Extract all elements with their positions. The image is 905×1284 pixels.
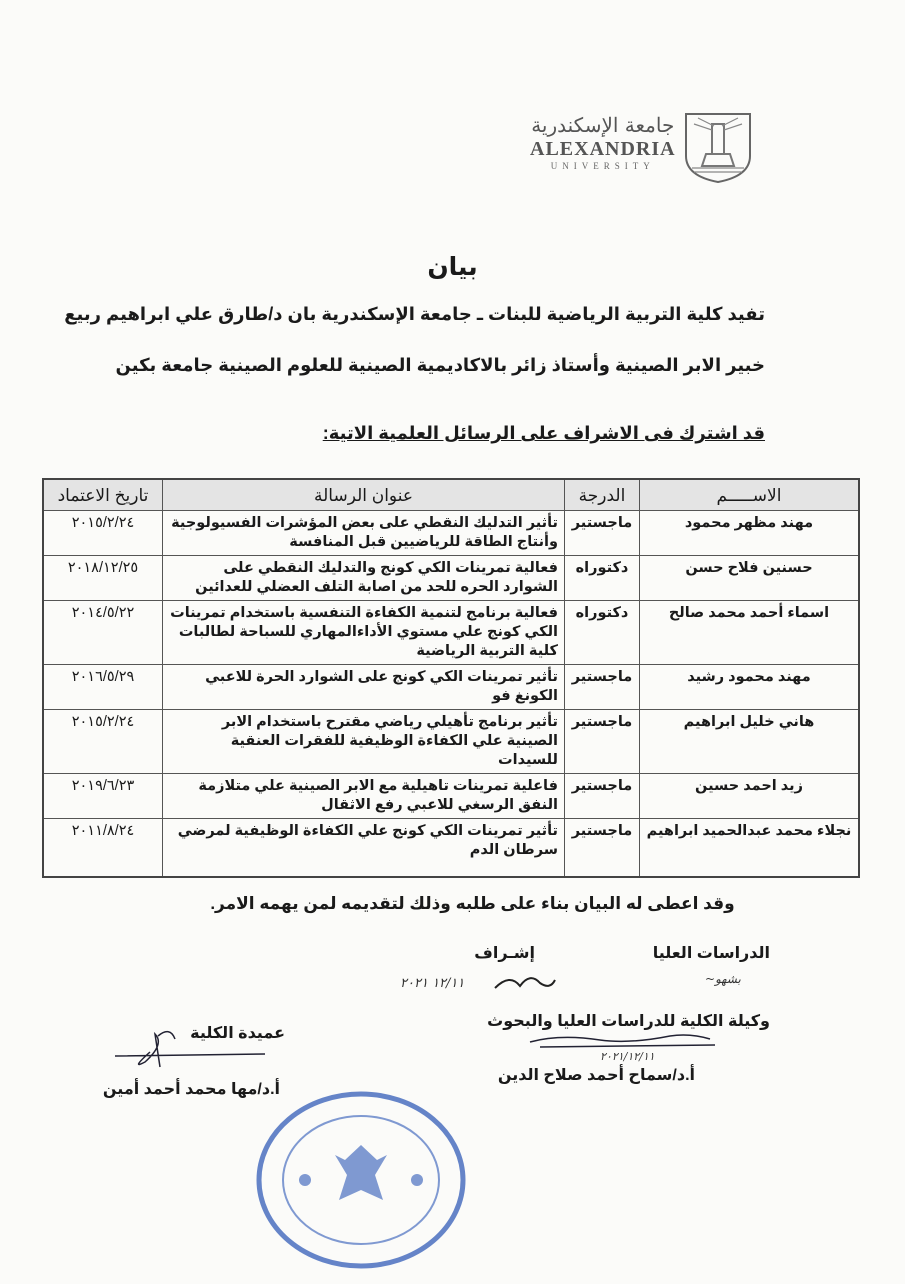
dean-signature [110, 1022, 270, 1072]
body-line-1: تفيد كلية التربية الرياضية للبنات ـ جامعة الإسكندرية بان د/طارق علي ابراهيم ربيع [64, 304, 765, 324]
approval-date-cell: ٢٠١٦/٥/٢٩ [43, 665, 163, 710]
student-name-cell: هاني خليل ابراهيم [640, 710, 860, 774]
header-name: الاســـــم [640, 479, 860, 511]
student-name-cell: اسماء أحمد محمد صالح [640, 601, 860, 665]
degree-cell: ماجستير [565, 710, 640, 774]
student-name-cell: حسنين فلاح حسن [640, 556, 860, 601]
degree-cell: ماجستير [565, 665, 640, 710]
thesis-title-cell: تأثير تمرينات الكي كونج علي الكفاءة الوظيفية لمرضي سرطان الدم [163, 819, 565, 877]
student-name-cell: نجلاء محمد عبدالحميد ابراهيم [640, 819, 860, 877]
vice-dean-name: أ.د/سماح أحمد صلاح الدين [497, 1066, 695, 1084]
table-header-row [43, 479, 859, 511]
thesis-title-cell: تأثير التدليك النقطي على بعض المؤشرات الفسيولوجية وأنتاج الطاقة للرياضيين قبل المنافسة [163, 511, 565, 556]
document-title: بيان [427, 253, 478, 281]
supervision-signature [490, 968, 560, 998]
signature-block [0, 894, 905, 1284]
university-logo [530, 112, 752, 184]
thesis-title-cell: فعالية تمرينات الكي كونج والتدليك النقطي على الشوارد الحره للحد من اصابة التلف العضلي للعدائين [163, 556, 565, 601]
degree-cell: ماجستير [565, 511, 640, 556]
degree-cell: دكتوراه [565, 601, 640, 665]
student-name-cell: مهند محمود رشيد [640, 665, 860, 710]
thesis-title-cell: فاعلية تمرينات تاهيلية مع الابر الصينية علي متلازمة النفق الرسغي للاعبي رفع الاثقال [163, 774, 565, 819]
document-lower-section [42, 478, 860, 1284]
vice-dean-title: وكيلة الكلية للدراسات العليا والبحوث [487, 1012, 770, 1030]
degree-cell: ماجستير [565, 774, 640, 819]
lighthouse-shield-icon [684, 112, 752, 184]
approval-date-cell: ٢٠١١/٨/٢٤ [43, 819, 163, 877]
body-line-2: خبير الابر الصينية وأستاذ زائر بالاكاديمية الصينية للعلوم الصينية جامعة بكين [115, 355, 765, 375]
approval-date-cell: ٢٠١٨/١٢/٢٥ [43, 556, 163, 601]
student-name-cell: مهند مظهر محمود [640, 511, 860, 556]
grad-studies-initials: ~ﺑﺸﻬﻮ [705, 971, 741, 986]
table-intro: قد اشترك فى الاشراف على الرسائل العلمية الاتية: [322, 423, 765, 443]
dean-title: عميدة الكلية [190, 1024, 285, 1042]
vice-dean-date: ٢٠٢١/١٢/١١ [600, 1049, 655, 1063]
student-name-cell: زيد احمد حسين [640, 774, 860, 819]
thesis-title-cell: تأثير تمرينات الكي كونج على الشوارد الحرة للاعبي الكونغ فو [163, 665, 565, 710]
degree-cell: ماجستير [565, 819, 640, 877]
thesis-title-cell: فعالية برنامج لتنمية الكفاءة التنفسية باستخدام تمرينات الكي كونج علي مستوي الأداءالمهاري للسباحة لطالبات كلية التربية الرياضية [163, 601, 565, 665]
table-row [43, 710, 859, 774]
table-row [43, 511, 859, 556]
approval-date-cell: ٢٠١٤/٥/٢٢ [43, 601, 163, 665]
vice-dean-signature [520, 1032, 720, 1050]
closing-statement: وقد اعطى له البيان بناء على طلبه وذلك لتقديمه لمن يهمه الامر. [210, 893, 735, 913]
header-date: تاريخ الاعتماد [43, 479, 163, 511]
table-row [43, 556, 859, 601]
thesis-title-cell: تأثير برنامج تأهيلي رياضي مقترح باستخدام الابر الصينية علي الكفاءة الوظيفية للفقرات العنقية للسيدات [163, 710, 565, 774]
supervision-date: ١٢/١١ ٢٠٢١ [400, 975, 465, 991]
logo-university-text: UNIVERSITY [550, 161, 655, 171]
logo-english-text: ALEXANDRIA [530, 138, 676, 160]
degree-cell: دكتوراه [565, 556, 640, 601]
official-stamp-seal [255, 1090, 467, 1270]
table-row [43, 601, 859, 665]
table-row [43, 819, 859, 877]
header-degree: الدرجة [565, 479, 640, 511]
approval-date-cell: ٢٠١٩/٦/٢٣ [43, 774, 163, 819]
header-title: عنوان الرسالة [163, 479, 565, 511]
approval-date-cell: ٢٠١٥/٢/٢٤ [43, 511, 163, 556]
table-row [43, 774, 859, 819]
approval-date-cell: ٢٠١٥/٢/٢٤ [43, 710, 163, 774]
logo-arabic-text: جامعة الإسكندرية [531, 113, 675, 137]
grad-studies-label: الدراسات العليا [652, 944, 770, 962]
supervision-table [42, 478, 860, 878]
table-row [43, 665, 859, 710]
supervision-label: إشـراف [474, 944, 535, 962]
dean-name: أ.د/مها محمد أحمد أمين [102, 1080, 280, 1098]
